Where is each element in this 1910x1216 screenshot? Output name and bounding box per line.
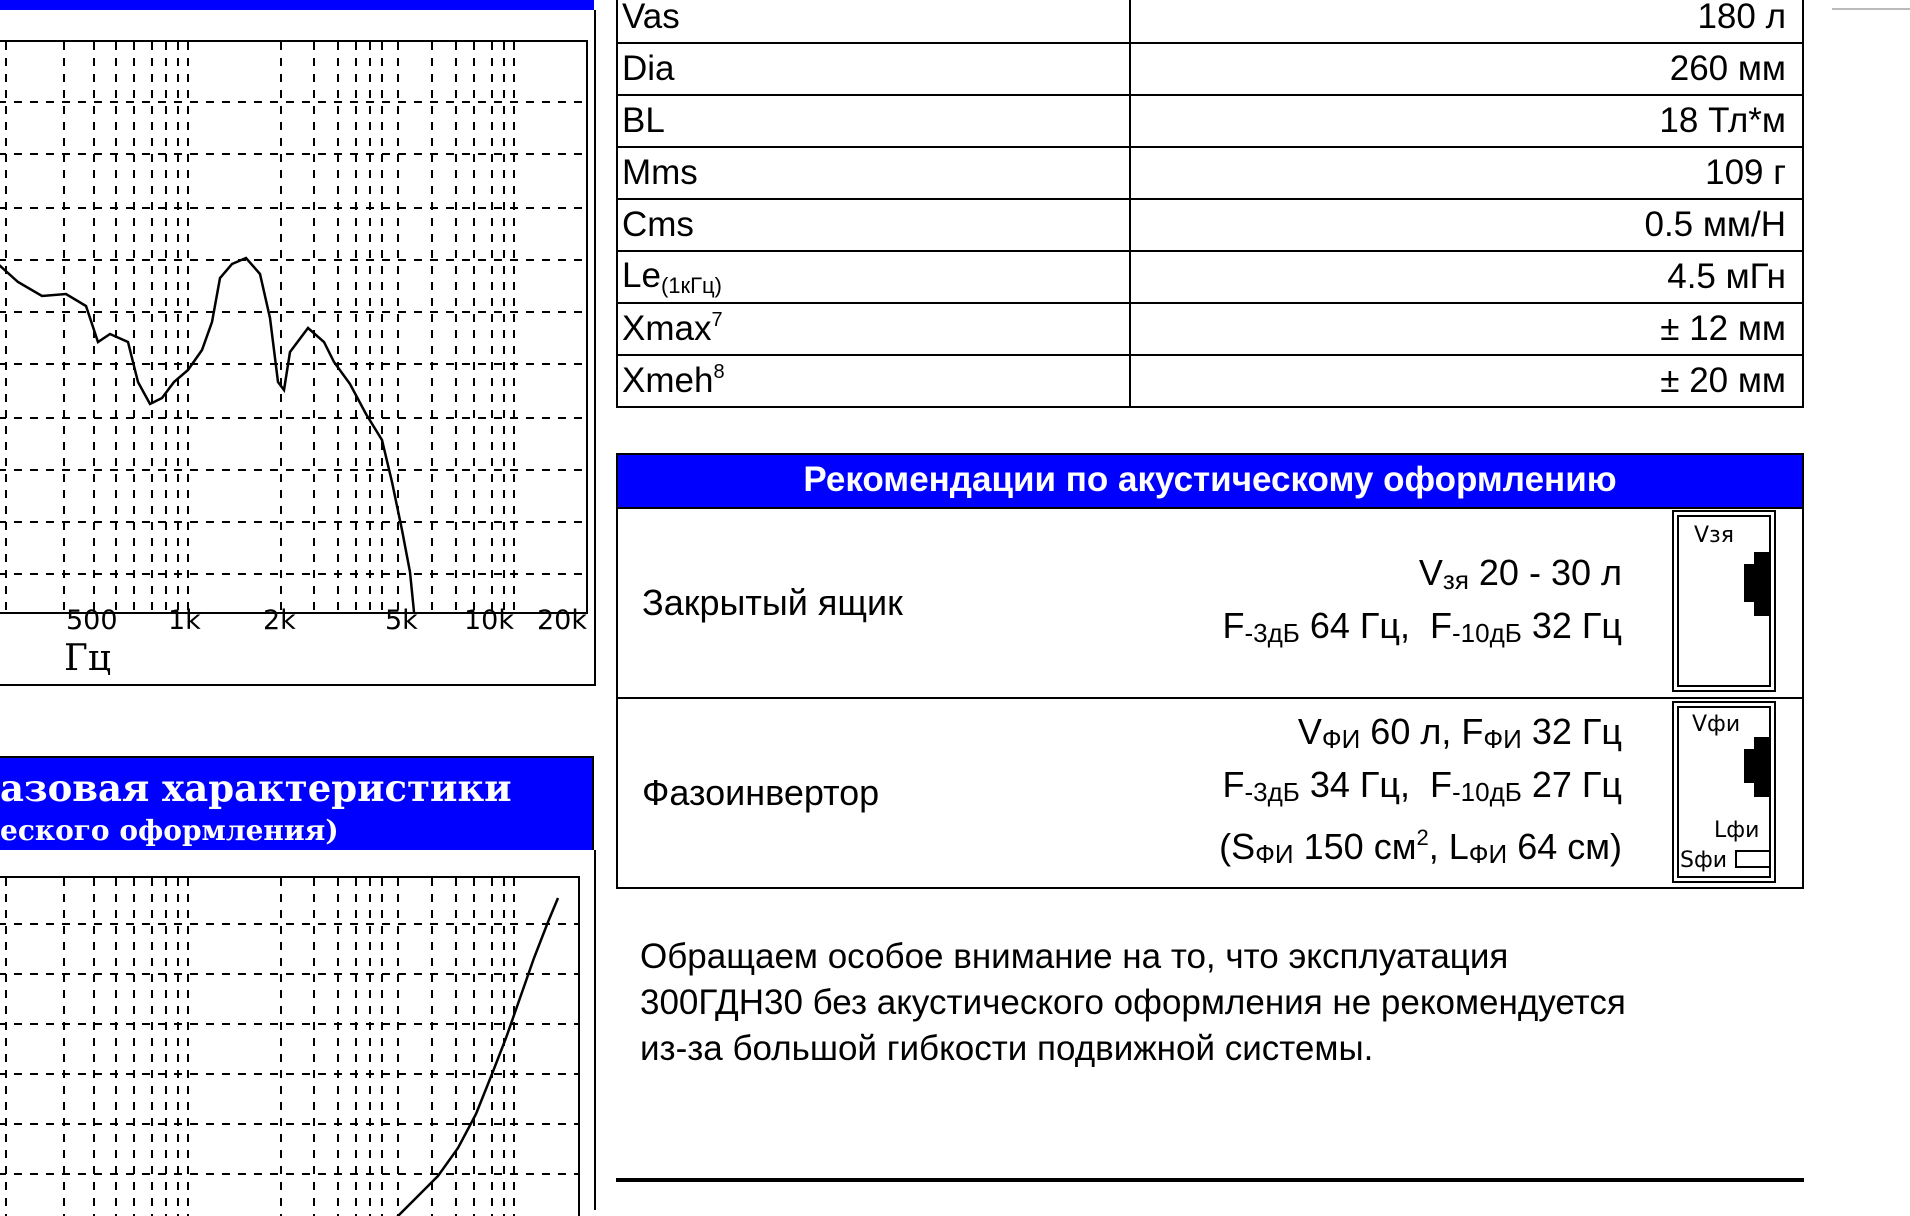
bottom-divider [616, 1178, 1804, 1182]
closed-box-row [618, 509, 1802, 699]
param-value: 18 Тл*м [1130, 95, 1803, 147]
symbol: V [1297, 711, 1322, 752]
usage-note-line: 300ГДН30 без акустического оформления не рекомендуется [640, 983, 1626, 1022]
closed-box-frequencies [1222, 603, 1622, 656]
subscript: -3дБ [1244, 618, 1300, 648]
closed-box-volume [1419, 550, 1622, 603]
param-row-bl [617, 95, 1803, 147]
param-value: 0.5 мм/Н [1130, 199, 1803, 251]
phase-graph [0, 850, 596, 1210]
value: 32 Гц [1521, 711, 1622, 752]
closed-box-values [1222, 509, 1622, 697]
bass-reflex-volume-tuning [1298, 709, 1622, 762]
param-row-mms [617, 147, 1803, 199]
param-row-le [617, 251, 1803, 303]
symbol: F [1222, 605, 1245, 646]
x-tick-5k: 5k [385, 605, 418, 636]
superscript: 2 [1416, 825, 1429, 850]
phase-section-subtitle: еского оформления) [0, 814, 339, 847]
param-row-xmeh [617, 355, 1803, 407]
param-name: Le [622, 255, 661, 295]
param-name-cell [617, 355, 1130, 407]
symbol: (S [1219, 826, 1256, 867]
value: 64 Гц, [1299, 605, 1431, 646]
closed-box-diagram-svg [1674, 512, 1774, 690]
subscript: ФИ [1483, 724, 1522, 754]
usage-note-line: Обращаем особое внимание на то, что эксплуатация [640, 937, 1509, 976]
value: 60 л, [1360, 711, 1462, 752]
value: 20 - 30 л [1468, 552, 1622, 593]
enclosure-recommendations [616, 453, 1804, 889]
param-row-vas [617, 0, 1803, 43]
bass-reflex-port [1219, 815, 1622, 877]
param-name-cell [617, 251, 1130, 303]
footnote-ref: 8 [713, 361, 725, 383]
bass-reflex-diagram-label-v: Vфи [1692, 712, 1741, 737]
phase-plot [0, 876, 580, 1216]
value: 150 см [1293, 826, 1417, 867]
value: 27 Гц [1521, 764, 1622, 805]
footnote-ref: 7 [711, 309, 723, 331]
frequency-response-graph [0, 10, 596, 686]
value: 34 Гц, [1299, 764, 1431, 805]
bass-reflex-diagram-svg [1674, 703, 1774, 881]
subscript: -10дБ [1452, 777, 1522, 807]
bass-reflex-diagram [1672, 701, 1776, 883]
param-name: Xmeh [622, 361, 714, 400]
param-value: 260 мм [1130, 43, 1803, 95]
frequency-response-plot [0, 40, 588, 614]
x-axis-unit: Гц [64, 638, 111, 679]
x-tick-500: 500 [66, 605, 118, 636]
param-name: BL [617, 95, 1130, 147]
param-name: Cms [617, 199, 1130, 251]
param-subscript: (1кГц) [660, 272, 722, 298]
frequency-response-svg [0, 42, 586, 612]
params-table [616, 0, 1804, 408]
value: 64 см) [1507, 826, 1622, 867]
param-value: ± 12 мм [1130, 303, 1803, 355]
phase-section-header [0, 756, 594, 852]
closed-box-diagram-label: Vзя [1694, 523, 1734, 548]
param-value: 4.5 мГн [1130, 251, 1803, 303]
param-value: 109 г [1130, 147, 1803, 199]
subscript: -10дБ [1452, 618, 1522, 648]
x-tick-1k: 1k [168, 605, 201, 636]
bass-reflex-row [618, 699, 1802, 887]
subscript: ФИ [1321, 724, 1361, 754]
bass-reflex-label: Фазоинвертор [642, 772, 880, 813]
symbol: F [1430, 764, 1453, 805]
right-edge-fragment [1832, 8, 1910, 10]
param-value: ± 20 мм [1130, 355, 1803, 407]
param-row-dia [617, 43, 1803, 95]
bass-reflex-diagram-label-s: Sфи [1680, 848, 1728, 873]
param-row-cms [617, 199, 1803, 251]
bass-reflex-values [1219, 699, 1622, 887]
subscript: зя [1442, 565, 1469, 595]
subscript: ФИ [1255, 839, 1294, 869]
bass-reflex-diagram-label-l: Lфи [1714, 818, 1760, 843]
symbol: F [1222, 764, 1245, 805]
closed-box-diagram [1672, 510, 1776, 692]
param-name-cell [617, 303, 1130, 355]
param-name: Dia [617, 43, 1130, 95]
param-value: 180 л [1130, 0, 1803, 43]
x-tick-10k: 10k [464, 605, 514, 636]
phase-svg [0, 878, 578, 1216]
x-tick-2k: 2k [263, 605, 296, 636]
param-name: Vas [617, 0, 1130, 43]
x-tick-20k: 20k [537, 605, 587, 636]
param-row-xmax [617, 303, 1803, 355]
symbol: V [1418, 552, 1443, 593]
closed-box-label: Закрытый ящик [642, 582, 903, 623]
usage-note-line: из-за большой гибкости подвижной системы. [640, 1029, 1374, 1068]
usage-note [640, 934, 1800, 1072]
subscript: ФИ [1468, 839, 1508, 869]
phase-curve [396, 898, 558, 1216]
symbol: , L [1428, 826, 1469, 867]
symbol: F [1430, 605, 1453, 646]
param-name: Mms [617, 147, 1130, 199]
bass-reflex-frequencies [1222, 762, 1622, 815]
param-name: Xmax [622, 309, 712, 348]
x-tick-labels [0, 605, 596, 639]
symbol: F [1461, 711, 1484, 752]
recommendations-title: Рекомендации по акустическому оформлению [618, 455, 1802, 509]
subscript: -3дБ [1244, 777, 1300, 807]
phase-section-title: азовая характеристики [0, 766, 512, 810]
value: 32 Гц [1521, 605, 1622, 646]
